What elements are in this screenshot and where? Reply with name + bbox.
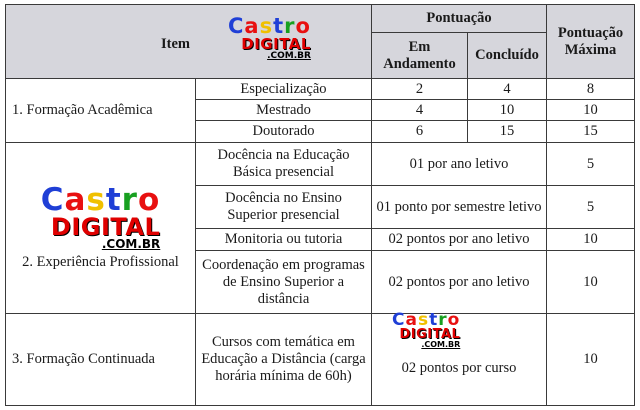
row-pontos-text: 02 pontos por curso — [401, 360, 517, 376]
logo-domain: .COM.BR — [267, 51, 311, 61]
section-experiencia-profissional — [6, 143, 196, 314]
row-name: Monitoria ou tutoria — [196, 229, 372, 251]
logo-letter: o — [447, 310, 461, 330]
logo-digital: DIGITAL — [399, 327, 461, 342]
row-name: Docência na Educação Básica presencial — [196, 143, 372, 186]
row-andamento: 6 — [372, 121, 468, 143]
row-pontos: 01 por ano letivo — [372, 143, 547, 186]
logo-wordmark — [228, 15, 311, 37]
logo-letter: r — [284, 14, 296, 38]
logo-letter: a — [405, 310, 418, 330]
row-concluido: 15 — [468, 121, 547, 143]
row-andamento: 2 — [372, 79, 468, 100]
row-max: 10 — [547, 100, 635, 121]
logo-letter: s — [86, 182, 106, 218]
logo-digital: DIGITAL — [50, 213, 161, 241]
logo-letter: o — [295, 14, 311, 38]
row-max: 8 — [547, 79, 635, 100]
section-formacao-continuada: 3. Formação Continuada — [6, 314, 196, 406]
header-pontuacao-maxima: Pontuação Máxima — [547, 5, 635, 79]
row-name: Cursos com temática em Educação a Distância (carga horária mínima de 60h) — [196, 314, 372, 406]
logo-domain: .COM.BR — [421, 340, 461, 349]
row-max: 5 — [547, 143, 635, 186]
row-concluido: 4 — [468, 79, 547, 100]
logo-letter: C — [228, 14, 245, 38]
header-item-label: Item — [161, 36, 190, 52]
section-formacao-academica: 1. Formação Acadêmica — [6, 79, 196, 143]
logo-letter: t — [105, 182, 122, 218]
castro-digital-logo — [392, 312, 460, 349]
header-item — [6, 5, 372, 79]
logo-letter: t — [429, 310, 439, 330]
logo-domain: .COM.BR — [101, 237, 161, 251]
logo-letter: a — [244, 14, 260, 38]
logo-letter: C — [392, 310, 406, 330]
header-concluido: Concluído — [468, 33, 547, 79]
logo-letter: C — [40, 182, 65, 218]
row-pontos: 01 ponto por semestre letivo — [372, 186, 547, 229]
logo-letter: r — [121, 182, 138, 218]
row-pontos: 02 pontos por ano letivo — [372, 229, 547, 251]
row-name: Docência no Ensino Superior presencial — [196, 186, 372, 229]
row-name: Doutorado — [196, 121, 372, 143]
logo-letter: t — [273, 14, 285, 38]
row-name: Especialização — [196, 79, 372, 100]
row-concluido: 10 — [468, 100, 547, 121]
row-name: Coordenação em programas de Ensino Superior a distância — [196, 251, 372, 314]
header-pontuacao: Pontuação — [372, 5, 547, 33]
logo-letter: o — [137, 182, 161, 218]
row-max: 10 — [547, 229, 635, 251]
logo-letter: s — [417, 310, 430, 330]
row-max: 10 — [547, 251, 635, 314]
logo-wordmark — [40, 182, 161, 218]
castro-digital-logo — [228, 15, 311, 61]
row-andamento: 4 — [372, 100, 468, 121]
logo-letter: r — [438, 310, 448, 330]
scoring-table — [5, 4, 635, 406]
castro-digital-logo — [40, 182, 161, 251]
row-pontos: 02 pontos por ano letivo — [372, 251, 547, 314]
header-em-andamento: Em Andamento — [372, 33, 468, 79]
row-max: 5 — [547, 186, 635, 229]
logo-letter: s — [259, 14, 274, 38]
row-name: Mestrado — [196, 100, 372, 121]
row-max: 15 — [547, 121, 635, 143]
row-max: 10 — [547, 314, 635, 406]
section-experiencia-label: 2. Experiência Profissional — [22, 254, 179, 270]
logo-digital: DIGITAL — [241, 35, 311, 53]
logo-letter: a — [64, 182, 87, 218]
